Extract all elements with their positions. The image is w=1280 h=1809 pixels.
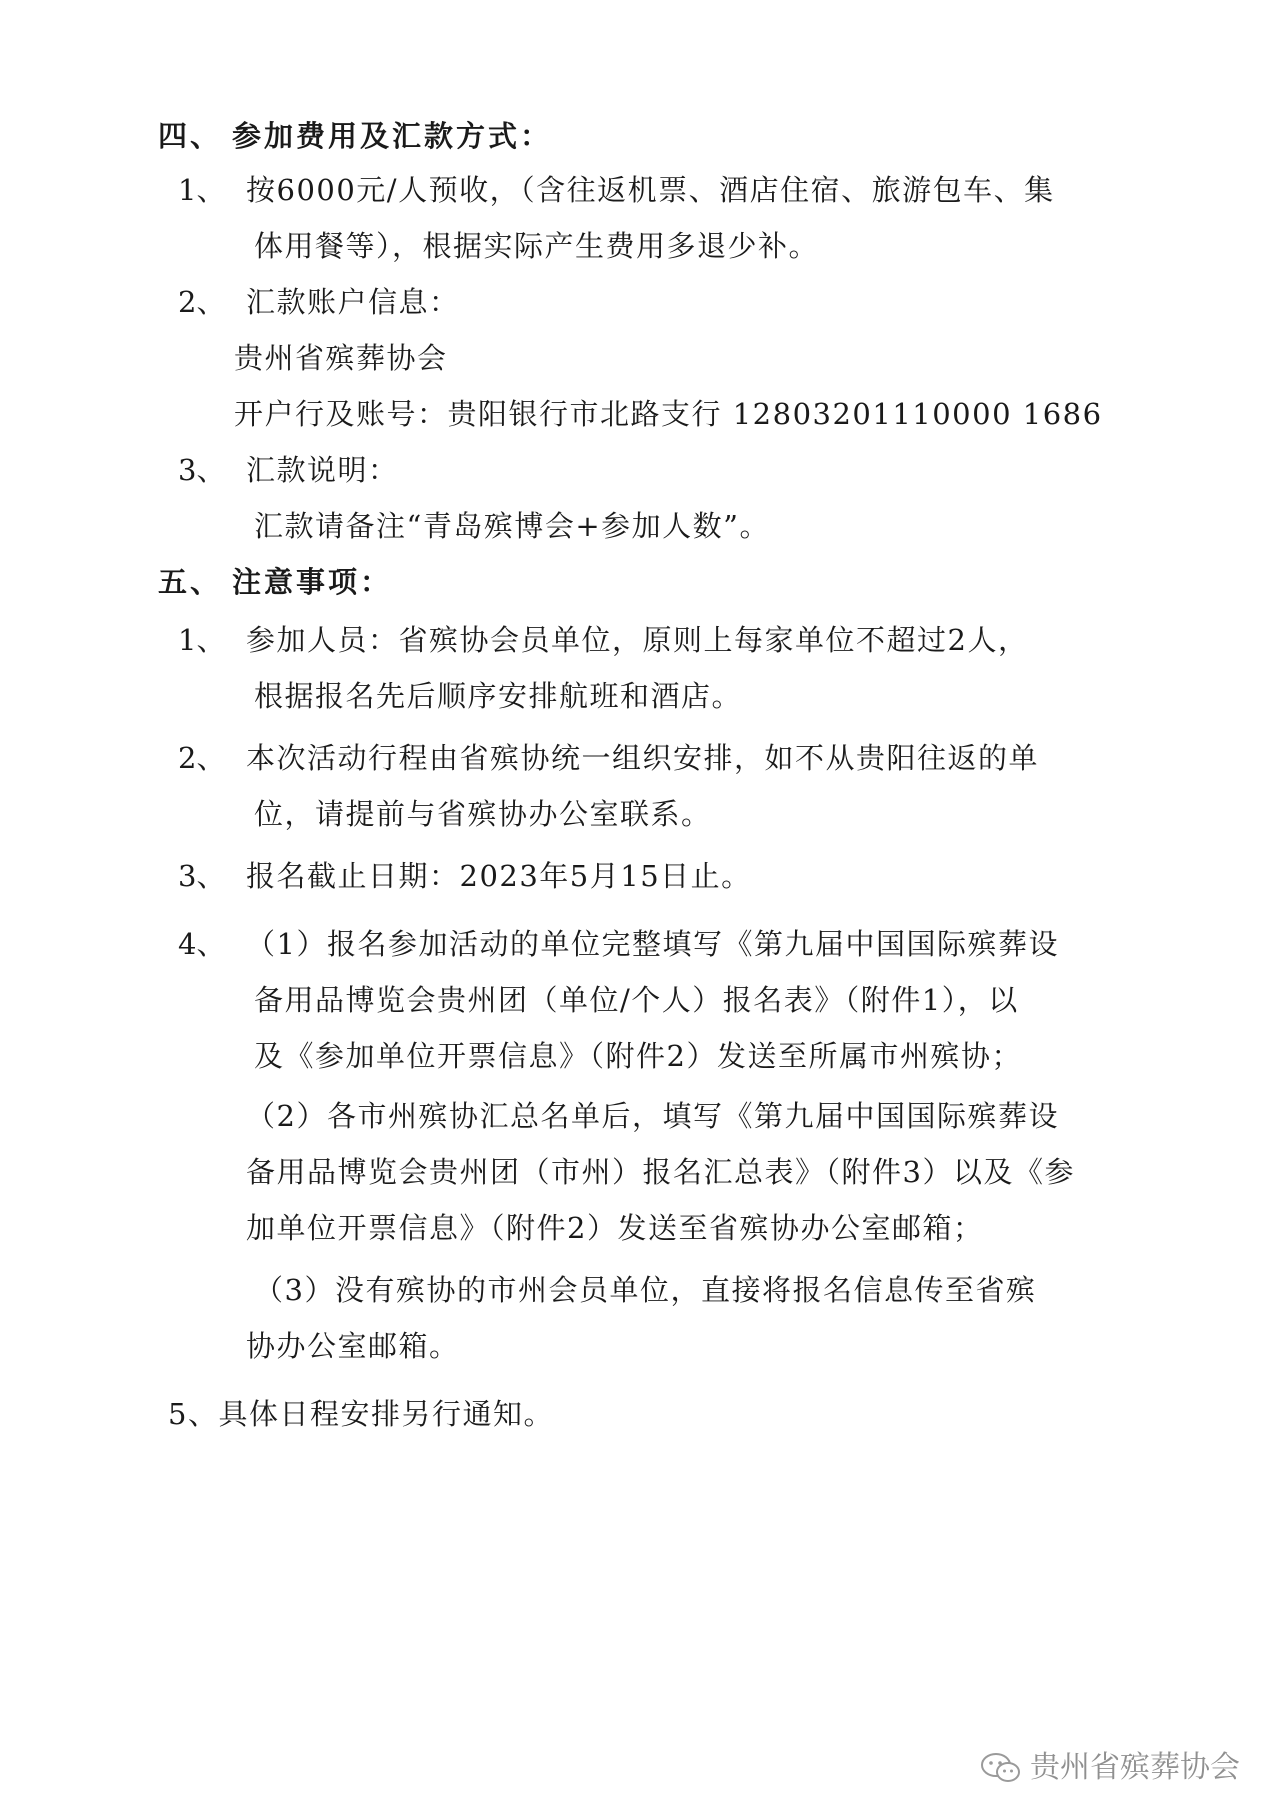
- section4-number: 四、: [158, 119, 223, 153]
- s4-item1-number: 1、: [178, 173, 226, 207]
- account-name: 贵州省殡葬协会: [234, 341, 448, 375]
- s5-item1-number: 1、: [178, 623, 226, 657]
- s4-item3-label: 汇款说明：: [246, 453, 399, 487]
- s5-item4-number: 4、: [178, 927, 226, 961]
- s5-item4-p1-line1: （1）报名参加活动的单位完整填写《第九届中国国际殡葬设: [246, 927, 1059, 961]
- s4-item1-line2: 体用餐等），根据实际产生费用多退少补。: [254, 229, 820, 263]
- s5-item2-line2: 位，请提前与省殡协办公室联系。: [254, 797, 712, 831]
- s5-item4-p2-line3: 加单位开票信息》（附件2）发送至省殡协办公室邮箱；: [246, 1211, 984, 1245]
- bank-account: 开户行及账号：贵阳银行市北路支行 12803201110000 1686: [234, 397, 1103, 431]
- section5-title: 注意事项：: [232, 565, 393, 599]
- s5-item1-line1: 参加人员：省殡协会员单位，原则上每家单位不超过2人，: [246, 623, 1029, 657]
- s5-item4-p2-line1: （2）各市州殡协汇总名单后，填写《第九届中国国际殡葬设: [246, 1099, 1059, 1133]
- s5-item2-number: 2、: [178, 741, 226, 775]
- s4-item3-number: 3、: [178, 453, 226, 487]
- s5-item5: 5、具体日程安排另行通知。: [168, 1397, 554, 1431]
- s4-item2-number: 2、: [178, 285, 226, 319]
- watermark: [980, 1750, 1240, 1786]
- s5-item4-p1-line2: 备用品博览会贵州团（单位/个人）报名表》（附件1），以: [254, 983, 1019, 1017]
- remittance-note: 汇款请备注“青岛殡博会+参加人数”。: [254, 509, 770, 543]
- watermark-text: 贵州省殡葬协会: [1030, 1750, 1240, 1785]
- s5-item4-p1-line3: 及《参加单位开票信息》（附件2）发送至所属市州殡协；: [254, 1039, 1022, 1073]
- section4-title: 参加费用及汇款方式：: [232, 119, 553, 153]
- s5-item1-line2: 根据报名先后顺序安排航班和酒店。: [254, 679, 743, 713]
- s5-item4-p3-line2: 协办公室邮箱。: [246, 1329, 460, 1363]
- s5-item2-line1: 本次活动行程由省殡协统一组织安排，如不从贵阳往返的单: [246, 741, 1040, 775]
- deadline: 报名截止日期：2023年5月15日止。: [246, 859, 752, 893]
- wechat-icon: [980, 1752, 1022, 1784]
- s5-item4-p3-line1: （3）没有殡协的市州会员单位，直接将报名信息传至省殡: [254, 1273, 1037, 1307]
- s5-item4-p2-line2: 备用品博览会贵州团（市州）报名汇总表》（附件3）以及《参: [246, 1155, 1075, 1189]
- s5-item3-number: 3、: [178, 859, 226, 893]
- s4-item2-label: 汇款账户信息：: [246, 285, 460, 319]
- s4-item1-line1: 按6000元/人预收，（含往返机票、酒店住宿、旅游包车、集: [246, 173, 1055, 207]
- section5-number: 五、: [158, 565, 223, 599]
